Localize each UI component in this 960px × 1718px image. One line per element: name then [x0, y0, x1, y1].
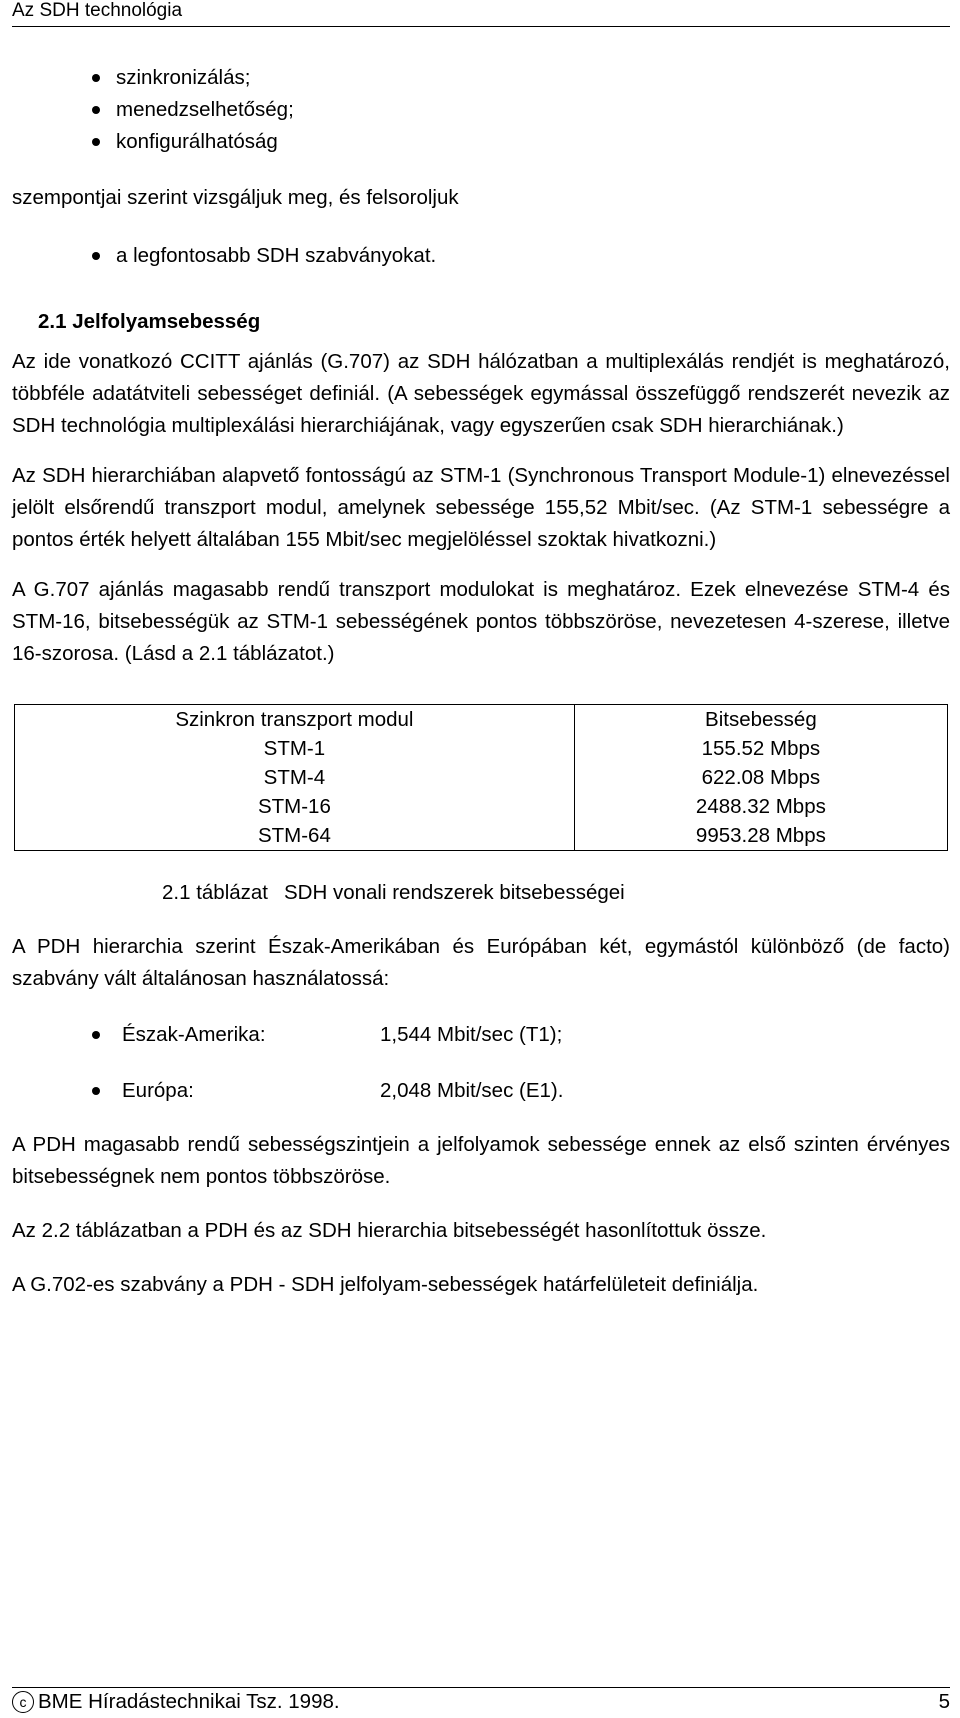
list-item — [12, 1075, 950, 1107]
table-header-cell: Szinkron transzport modul — [15, 705, 575, 735]
list-item: a legfontosabb SDH szabványokat. — [12, 240, 950, 272]
section-heading: 2.1 Jelfolyamsebesség — [38, 310, 261, 333]
paragraph: A G.707 ajánlás magasabb rendű transzport modulokat is meghatároz. Ezek elnevezése STM-4 és STM-16, bitsebességük az STM-1 sebességének pontos többszöröse, nevezetesen 4-szerese, illetve 16-szorosa. (Lásd a 2.1 táblázatot.) — [12, 578, 950, 665]
header-title: Az SDH technológia — [12, 0, 183, 21]
table-cell: 622.08 Mbps — [574, 763, 947, 792]
caption-label: 2.1 táblázat — [162, 881, 268, 904]
table-caption — [12, 877, 950, 909]
table-row — [15, 792, 948, 821]
table-cell: STM-1 — [15, 734, 575, 763]
list-item — [12, 1019, 950, 1051]
criteria-list — [12, 62, 950, 158]
paragraph: A PDH hierarchia szerint Észak-Amerikában és Európában két, egymástól különböző (de facto) szabvány vált általánosan használatossá: — [12, 935, 950, 990]
running-header — [12, 0, 950, 27]
page-number: 5 — [938, 1690, 950, 1713]
intro-text: szempontjai szerint vizsgáljuk meg, és felsoroljuk — [12, 186, 459, 209]
paragraph: Az ide vonatkozó CCITT ajánlás (G.707) az SDH hálózatban a multiplexálás rendjét is meghatározó, többféle adatátviteli sebességet definiál. (A sebességek egymással összefüggő rendszerét nevezik az SDH technológia multiplexálási hierarchiájának, vagy egyszerűen csak SDH hierarchiának.) — [12, 350, 950, 437]
footer-copyright — [12, 1688, 340, 1716]
copyright-icon: c — [12, 1691, 34, 1713]
caption-title: SDH vonali rendszerek bitsebességei — [284, 881, 625, 904]
table-cell: 9953.28 Mbps — [574, 821, 947, 851]
table-cell: STM-4 — [15, 763, 575, 792]
table-row — [15, 763, 948, 792]
paragraph: A PDH magasabb rendű sebességszintjein a jelfolyamok sebessége ennek az első szinten érvényes bitsebességnek nem pontos többszöröse. — [12, 1133, 950, 1188]
table-header-cell: Bitsebesség — [574, 705, 947, 735]
table-cell: 2488.32 Mbps — [574, 792, 947, 821]
list-item: szinkronizálás; — [12, 62, 950, 94]
region-label: Európa: — [122, 1079, 194, 1102]
table-cell: STM-16 — [15, 792, 575, 821]
page-footer — [12, 1687, 950, 1716]
region-label: Észak-Amerika: — [122, 1023, 266, 1046]
list-item: konfigurálhatóság — [12, 126, 950, 158]
list-item: menedzselhetőség; — [12, 94, 950, 126]
table-cell: STM-64 — [15, 821, 575, 851]
paragraph: Az 2.2 táblázatban a PDH és az SDH hierarchia bitsebességét hasonlítottuk össze. — [12, 1219, 767, 1242]
table-header-row — [15, 705, 948, 735]
pdh-rate-list — [12, 1019, 950, 1107]
page-body — [12, 62, 950, 1301]
paragraph: Az SDH hierarchiában alapvető fontosságú az STM-1 (Synchronous Transport Module-1) elnevezéssel jelölt elsőrendű transzport modul, amelynek sebessége 155,52 Mbit/sec. (Az STM-1 sebességre a pontos érték helyett általában 155 Mbit/sec megjelöléssel szoktak hivatkozni.) — [12, 464, 950, 551]
bitrate-table — [14, 704, 948, 851]
table-row — [15, 821, 948, 851]
region-rate: 1,544 Mbit/sec (T1); — [380, 1023, 563, 1046]
table-cell: 155.52 Mbps — [574, 734, 947, 763]
standards-list — [12, 240, 950, 272]
paragraph: A G.702-es szabvány a PDH - SDH jelfolyam-sebességek határfelületeit definiálja. — [12, 1273, 759, 1296]
footer-text: BME Híradástechnikai Tsz. 1998. — [38, 1690, 340, 1713]
region-rate: 2,048 Mbit/sec (E1). — [380, 1079, 564, 1102]
table-row — [15, 734, 948, 763]
